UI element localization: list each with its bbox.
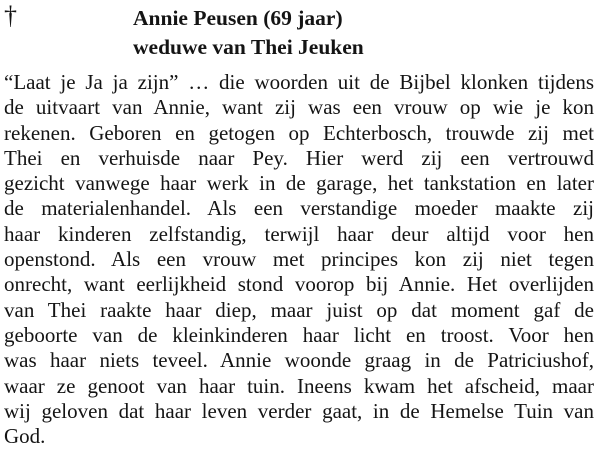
body-line: haar kinderen zelfstandig, terwijl haar deur altijd voor hen [4,221,594,246]
body-line: gezicht vanwege haar werk in de garage, het tankstation en later [4,171,594,196]
body-line: geboorte van de kleinkinderen haar licht en troost. Voor hen [4,322,594,347]
body-line: waar ze genoot van haar tuin. Ineens kwam het afscheid, maar [4,373,594,398]
body-line: onrecht, want eerlijkheid stond voorop bij Annie. Het overlijden [4,272,594,297]
heading-subtitle: weduwe van Thei Jeuken [133,35,364,59]
body-line: wij geloven dat haar leven verder gaat, in de Hemelse Tuin van [4,398,594,423]
body-line-last: God. [4,424,46,449]
body-line: de materialenhandel. Als een verstandige moeder maakte zij [4,196,594,221]
body-line: rekenen. Geboren en getogen op Echterbosch, trouwde zij met [4,120,594,145]
cross-symbol: † [4,1,17,30]
body-line: was haar niets teveel. Annie woonde graag in de Patriciushof, [4,348,594,373]
body-line: Thei en verhuisde naar Pey. Hier werd zij een vertrouwd [4,145,594,170]
body-line: de uitvaart van Annie, want zij was een vrouw op wie je kon [4,95,594,120]
body-line: “Laat je Ja ja zijn” … die woorden uit de Bijbel klonken tijdens [4,70,594,94]
heading-name: Annie Peusen (69 jaar) [133,6,343,30]
body-line: openstond. Als een vrouw met principes kon zij niet tegen [4,247,594,272]
body-line: van Thei raakte haar diep, maar juist op dat moment gaf de [4,297,594,322]
obituary-heading [133,4,593,62]
obituary-body [4,70,594,449]
